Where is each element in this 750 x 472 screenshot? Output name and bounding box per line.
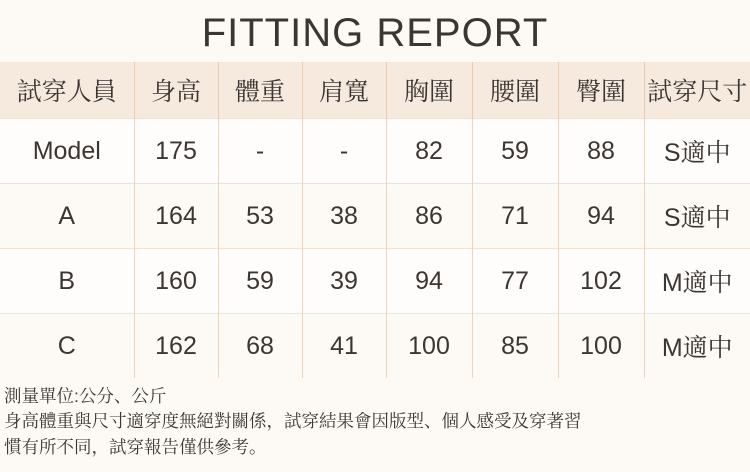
cell-shoulder: 41: [302, 314, 386, 379]
cell-size: M適中: [644, 249, 750, 314]
cell-height: 175: [134, 119, 218, 184]
cell-waist: 85: [472, 314, 558, 379]
cell-shoulder: -: [302, 119, 386, 184]
cell-shoulder: 39: [302, 249, 386, 314]
cell-weight: 53: [218, 184, 302, 249]
cell-person: B: [0, 249, 134, 314]
cell-hip: 88: [558, 119, 644, 184]
cell-size: S適中: [644, 119, 750, 184]
cell-bust: 86: [386, 184, 472, 249]
cell-person: Model: [0, 119, 134, 184]
table-body: [0, 119, 750, 379]
footnote-disclaimer-line1: 身高體重與尺寸適穿度無絕對關係，試穿結果會因版型、個人感受及穿著習: [4, 411, 582, 432]
cell-person: C: [0, 314, 134, 379]
cell-hip: 102: [558, 249, 644, 314]
cell-size: S適中: [644, 184, 750, 249]
cell-height: 160: [134, 249, 218, 314]
table-row: [0, 249, 750, 314]
fitting-report-table: [0, 62, 750, 378]
cell-waist: 59: [472, 119, 558, 184]
cell-waist: 71: [472, 184, 558, 249]
footnote-unit: 測量單位:公分、公斤: [4, 386, 167, 406]
column-header-shoulder: 肩寬: [302, 62, 386, 119]
cell-weight: -: [218, 119, 302, 184]
footnotes: [0, 378, 750, 460]
footnote-disclaimer-line2: 慣有所不同，試穿報告僅供參考。: [4, 436, 267, 457]
cell-size: M適中: [644, 314, 750, 379]
cell-weight: 59: [218, 249, 302, 314]
cell-hip: 94: [558, 184, 644, 249]
column-header-height: 身高: [134, 62, 218, 119]
cell-weight: 68: [218, 314, 302, 379]
column-header-person: 試穿人員: [0, 62, 134, 119]
cell-bust: 94: [386, 249, 472, 314]
cell-person: A: [0, 184, 134, 249]
table-header-row: [0, 62, 750, 119]
cell-shoulder: 38: [302, 184, 386, 249]
column-header-hip: 臀圍: [558, 62, 644, 119]
cell-height: 164: [134, 184, 218, 249]
table-row: [0, 184, 750, 249]
table-row: [0, 119, 750, 184]
cell-height: 162: [134, 314, 218, 379]
column-header-bust: 胸圍: [386, 62, 472, 119]
cell-bust: 82: [386, 119, 472, 184]
cell-hip: 100: [558, 314, 644, 379]
table-header: [0, 62, 750, 119]
cell-waist: 77: [472, 249, 558, 314]
column-header-size: 試穿尺寸: [647, 78, 748, 106]
page-title: FITTING REPORT: [201, 11, 549, 55]
table-row: [0, 314, 750, 379]
cell-bust: 100: [386, 314, 472, 379]
column-header-waist: 腰圍: [472, 62, 558, 119]
column-header-weight: 體重: [218, 62, 302, 119]
